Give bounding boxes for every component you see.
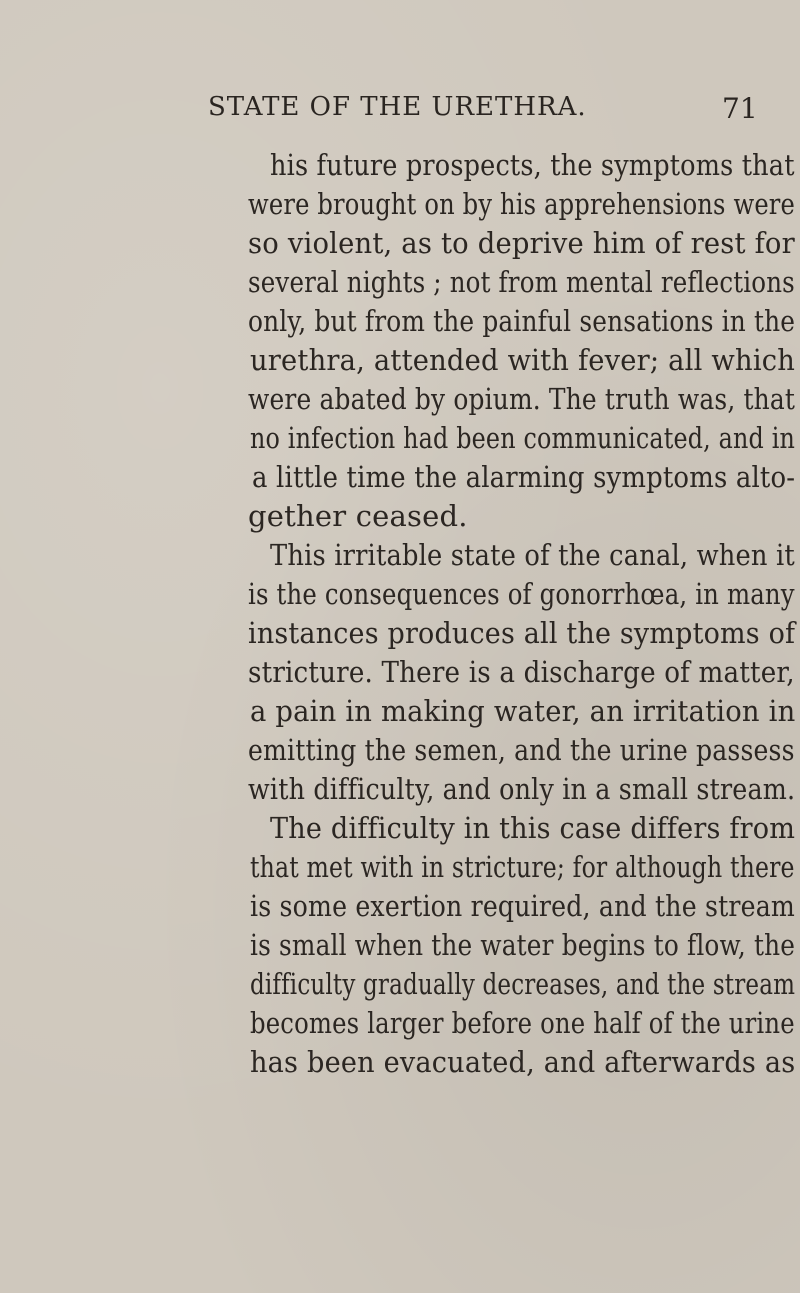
running-head (0, 92, 800, 132)
text-line: were brought on by his apprehensions were (248, 187, 796, 221)
text-line: urethra, attended with fever; all which (250, 343, 796, 377)
text-line: gether ceased. (248, 499, 468, 533)
text-line: that met with in stricture; for although there (250, 850, 795, 884)
text-line: a pain in making water, an irritation in (250, 694, 796, 728)
text-line: no infection had been communicated, and in (250, 421, 796, 455)
text-line: has been evacuated, and afterwards as (250, 1045, 796, 1079)
text-line: emitting the semen, and the urine passess (248, 733, 795, 767)
text-line: is the consequences of gonorrhœa, in many (248, 577, 795, 611)
text-line: becomes larger before one half of the urine (250, 1006, 795, 1040)
text-line: were abated by opium. The truth was, that (248, 382, 796, 416)
text-line: his future prospects, the symptoms that (270, 148, 795, 182)
text-line: with difficulty, and only in a small stream. (248, 772, 796, 806)
text-line: difficulty gradually decreases, and the stream (250, 967, 796, 1001)
text-line: stricture. There is a discharge of matter, (248, 655, 795, 689)
text-line: a little time the alarming symptoms alto- (252, 460, 796, 494)
page-number: 71 (722, 92, 758, 125)
running-head-title: STATE OF THE URETHRA. (208, 92, 587, 122)
text-line: instances produces all the symptoms of (248, 616, 796, 650)
text-line: This irritable state of the canal, when it (270, 538, 795, 572)
text-line: The difficulty in this case differs from (270, 811, 796, 845)
text-line: is small when the water begins to flow, the (250, 928, 796, 962)
text-line: several nights ; not from mental reflections (248, 265, 795, 299)
text-line: only, but from the painful sensations in the (248, 304, 796, 338)
text-line: is some exertion required, and the stream (250, 889, 795, 923)
text-line: so violent, as to deprive him of rest for (248, 226, 795, 260)
